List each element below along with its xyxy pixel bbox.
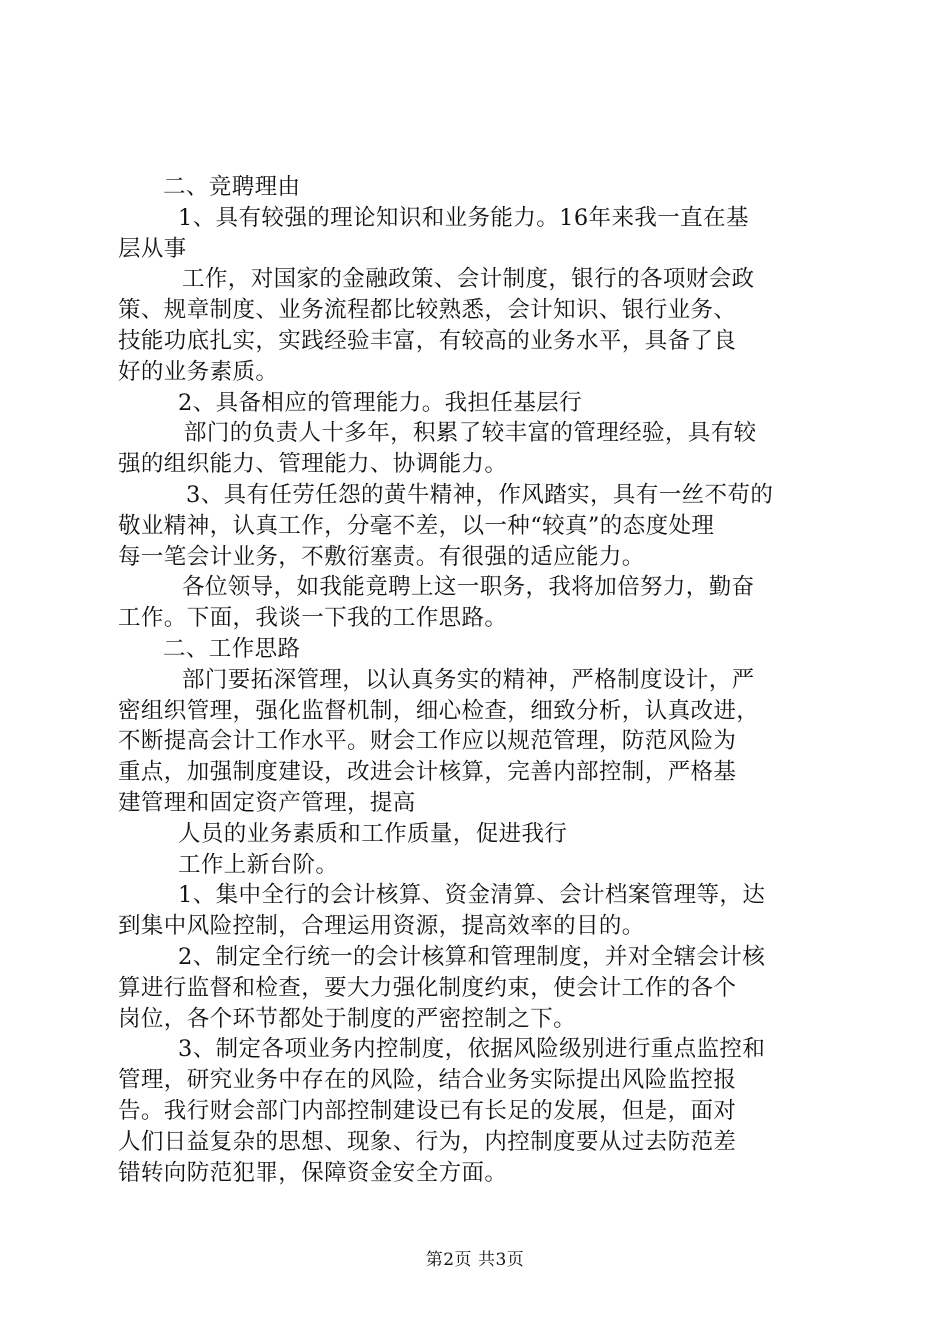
document-body [118, 172, 830, 1188]
paragraph-line: 人员的业务素质和工作质量，促进我行 [178, 820, 568, 847]
paragraph-line: 人们日益复杂的思想、现象、行为，内控制度要从过去防范差 [118, 1128, 737, 1155]
section-heading-approach: 二、工作思路 [163, 635, 301, 662]
section-heading-reasons: 二、竞聘理由 [163, 174, 301, 200]
paragraph-line: 部门的负责人十多年，积累了较丰富的管理经验，具有较 [184, 420, 757, 447]
paragraph-line: 重点，加强制度建设，改进会计核算，完善内部控制，严格基 [118, 759, 737, 786]
paragraph-line: 好的业务素质。 [118, 358, 279, 385]
paragraph-line: 部门要拓深管理，以认真务实的精神，严格制度设计，严 [182, 666, 755, 693]
paragraph-line: 不断提高会计工作水平。财会工作应以规范管理，防范风险为 [118, 728, 737, 755]
paragraph-line: 策、规章制度、业务流程都比较熟悉，会计知识、银行业务、 [118, 297, 737, 324]
paragraph-line: 每一笔会计业务，不敷衍塞责。有很强的适应能力。 [118, 543, 645, 570]
paragraph-line: 岗位，各个环节都处于制度的严密控制之下。 [118, 1005, 577, 1032]
paragraph-line: 工作上新台阶。 [178, 851, 339, 878]
paragraph-line: 3、制定各项业务内控制度，依据风险级别进行重点监控和 [178, 1036, 766, 1063]
paragraph-line: 敬业精神，认真工作，分毫不差，以一种“较真”的态度处理 [118, 512, 715, 539]
paragraph-line: 技能功底扎实，实践经验丰富，有较高的业务水平，具备了良 [118, 327, 737, 354]
paragraph-line: 到集中风险控制，合理运用资源，提高效率的目的。 [118, 913, 645, 940]
paragraph-line: 强的组织能力、管理能力、协调能力。 [118, 451, 508, 478]
paragraph-line: 告。我行财会部门内部控制建设已有长足的发展，但是，面对 [118, 1097, 737, 1124]
paragraph-line: 管理，研究业务中存在的风险，结合业务实际提出风险监控报 [118, 1067, 737, 1094]
paragraph-line: 1、具有较强的理论知识和业务能力。16年来我一直在基 [178, 204, 749, 231]
paragraph-line: 密组织管理，强化监督机制，细心检查，细致分析，认真改进， [118, 697, 760, 724]
page-number-footer: 第2页 共3页 [425, 1250, 525, 1270]
paragraph-line: 1、集中全行的会计核算、资金清算、会计档案管理等，达 [178, 882, 766, 909]
paragraph-line: 各位领导，如我能竟聘上这一职务，我将加倍努力，勤奋 [182, 574, 755, 601]
paragraph-line: 2、具备相应的管理能力。我担任基层行 [178, 389, 583, 416]
paragraph-line: 算进行监督和检查，要大力强化制度约束，使会计工作的各个 [118, 974, 737, 1001]
paragraph-line: 错转向防范犯罪，保障资金安全方面。 [118, 1159, 508, 1186]
paragraph-line: 工作，对国家的金融政策、会计制度，银行的各项财会政 [182, 266, 755, 293]
paragraph-line: 层从事 [118, 235, 187, 262]
paragraph-line: 工作。下面，我谈一下我的工作思路。 [118, 605, 508, 632]
paragraph-line: 3、具有任劳任怨的黄牛精神，作风踏实，具有一丝不苟的 [186, 481, 774, 508]
paragraph-line: 建管理和固定资产管理，提高 [118, 789, 416, 816]
paragraph-line: 2、制定全行统一的会计核算和管理制度，并对全辖会计核 [178, 943, 766, 970]
